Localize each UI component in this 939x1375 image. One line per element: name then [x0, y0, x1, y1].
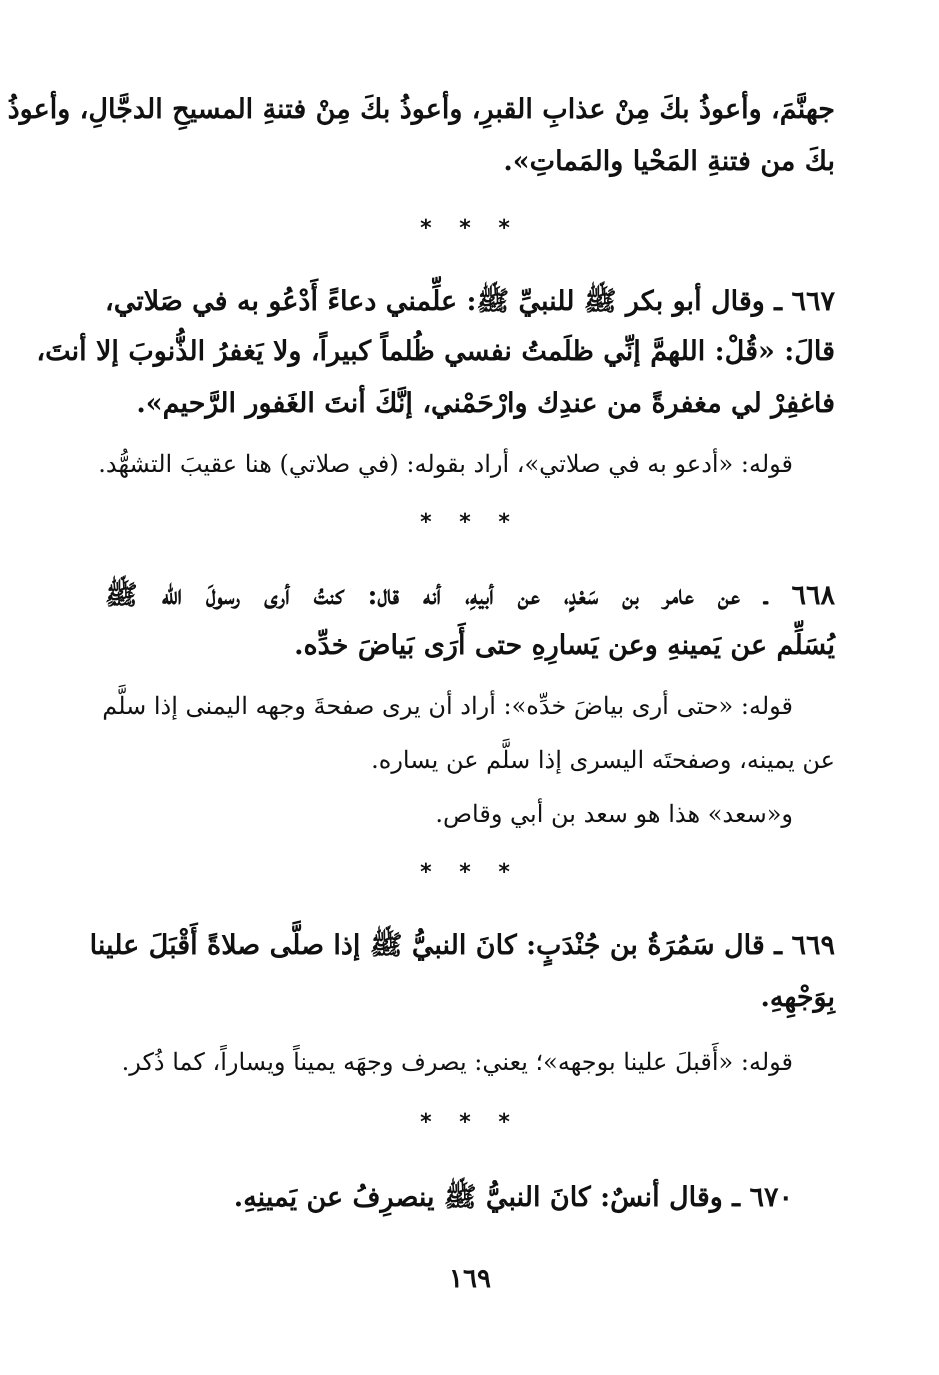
hadith-668-commentary-line-3: و«سعد» هذا هو سعد بن أبي وقاص.: [435, 800, 793, 828]
separator-1: * * *: [420, 216, 520, 241]
hadith-668-line-1: ٦٦٨ ـ عن عامر بن سَعْدٍ، عن أبيهِ، أنه قال: كنتُ أرى رسولَ الله ﷺ: [105, 580, 835, 611]
hadith-669-line-1: ٦٦٩ ـ قال سَمُرَةُ بن جُنْدَبٍ: كانَ النبيُّ ﷺ إذا صلَّى صلاةً أَقْبَلَ علينا: [89, 930, 835, 961]
hadith-668-commentary-line-1: قوله: «حتى أرى بياضَ خدِّه»: أراد أن يرى صفحةَ وجهه اليمنى إذا سلَّم: [102, 692, 793, 720]
intro-line-1: جهنَّمَ، وأعوذُ بكَ مِنْ عذابِ القبرِ، وأعوذُ بكَ مِنْ فتنةِ المسيحِ الدجَّالِ، وأعوذُ: [7, 94, 835, 125]
separator-3: * * *: [420, 860, 520, 885]
hadith-668-commentary-line-2: عن يمينه، وصفحتَه اليسرى إذا سلَّم عن يساره.: [371, 746, 835, 774]
hadith-669-commentary: قوله: «أَقبلَ علينا بوجهه»؛ يعني: يصرف وجهَه يميناً ويساراً، كما ذُكر.: [121, 1048, 793, 1076]
hadith-667-commentary: قوله: «أدعو به في صلاتي»، أراد بقوله: (في صلاتي) هنا عقيبَ التشهُّد.: [98, 450, 793, 478]
hadith-668-line-2: يُسَلِّم عن يَمينهِ وعن يَسارِهِ حتى أَرَى بَياضَ خدِّه.: [294, 630, 835, 661]
intro-line-2: بكَ من فتنةِ المَحْيا والمَماتِ».: [503, 146, 835, 177]
hadith-669-line-2: بِوَجْهِهِ.: [760, 982, 835, 1013]
hadith-670-line: ٦٧٠ ـ وقال أنسٌ: كانَ النبيُّ ﷺ ينصرِفُ عن يَمينِهِ.: [233, 1182, 793, 1213]
separator-4: * * *: [420, 1110, 520, 1135]
separator-2: * * *: [420, 510, 520, 535]
book-page: [7, 86, 835, 1346]
hadith-667-line-1: ٦٦٧ ـ وقال أبو بكر ﷺ للنبيِّ ﷺ: علِّمني دعاءً أَدْعُو به في صَلاتي،: [105, 286, 835, 317]
page-number: ١٦٩: [449, 1264, 491, 1294]
hadith-667-line-3: فاغفِرْ لي مغفرةً من عندِك وارْحَمْني، إنَّكَ أنتَ الغَفور الرَّحيم».: [136, 388, 835, 419]
hadith-667-line-2: قالَ: «قُلْ: اللهمَّ إنِّي ظلَمتُ نفسي ظُلماً كبيراً، ولا يَغفرُ الذُّنوبَ إلا أنتَ،: [36, 336, 835, 367]
